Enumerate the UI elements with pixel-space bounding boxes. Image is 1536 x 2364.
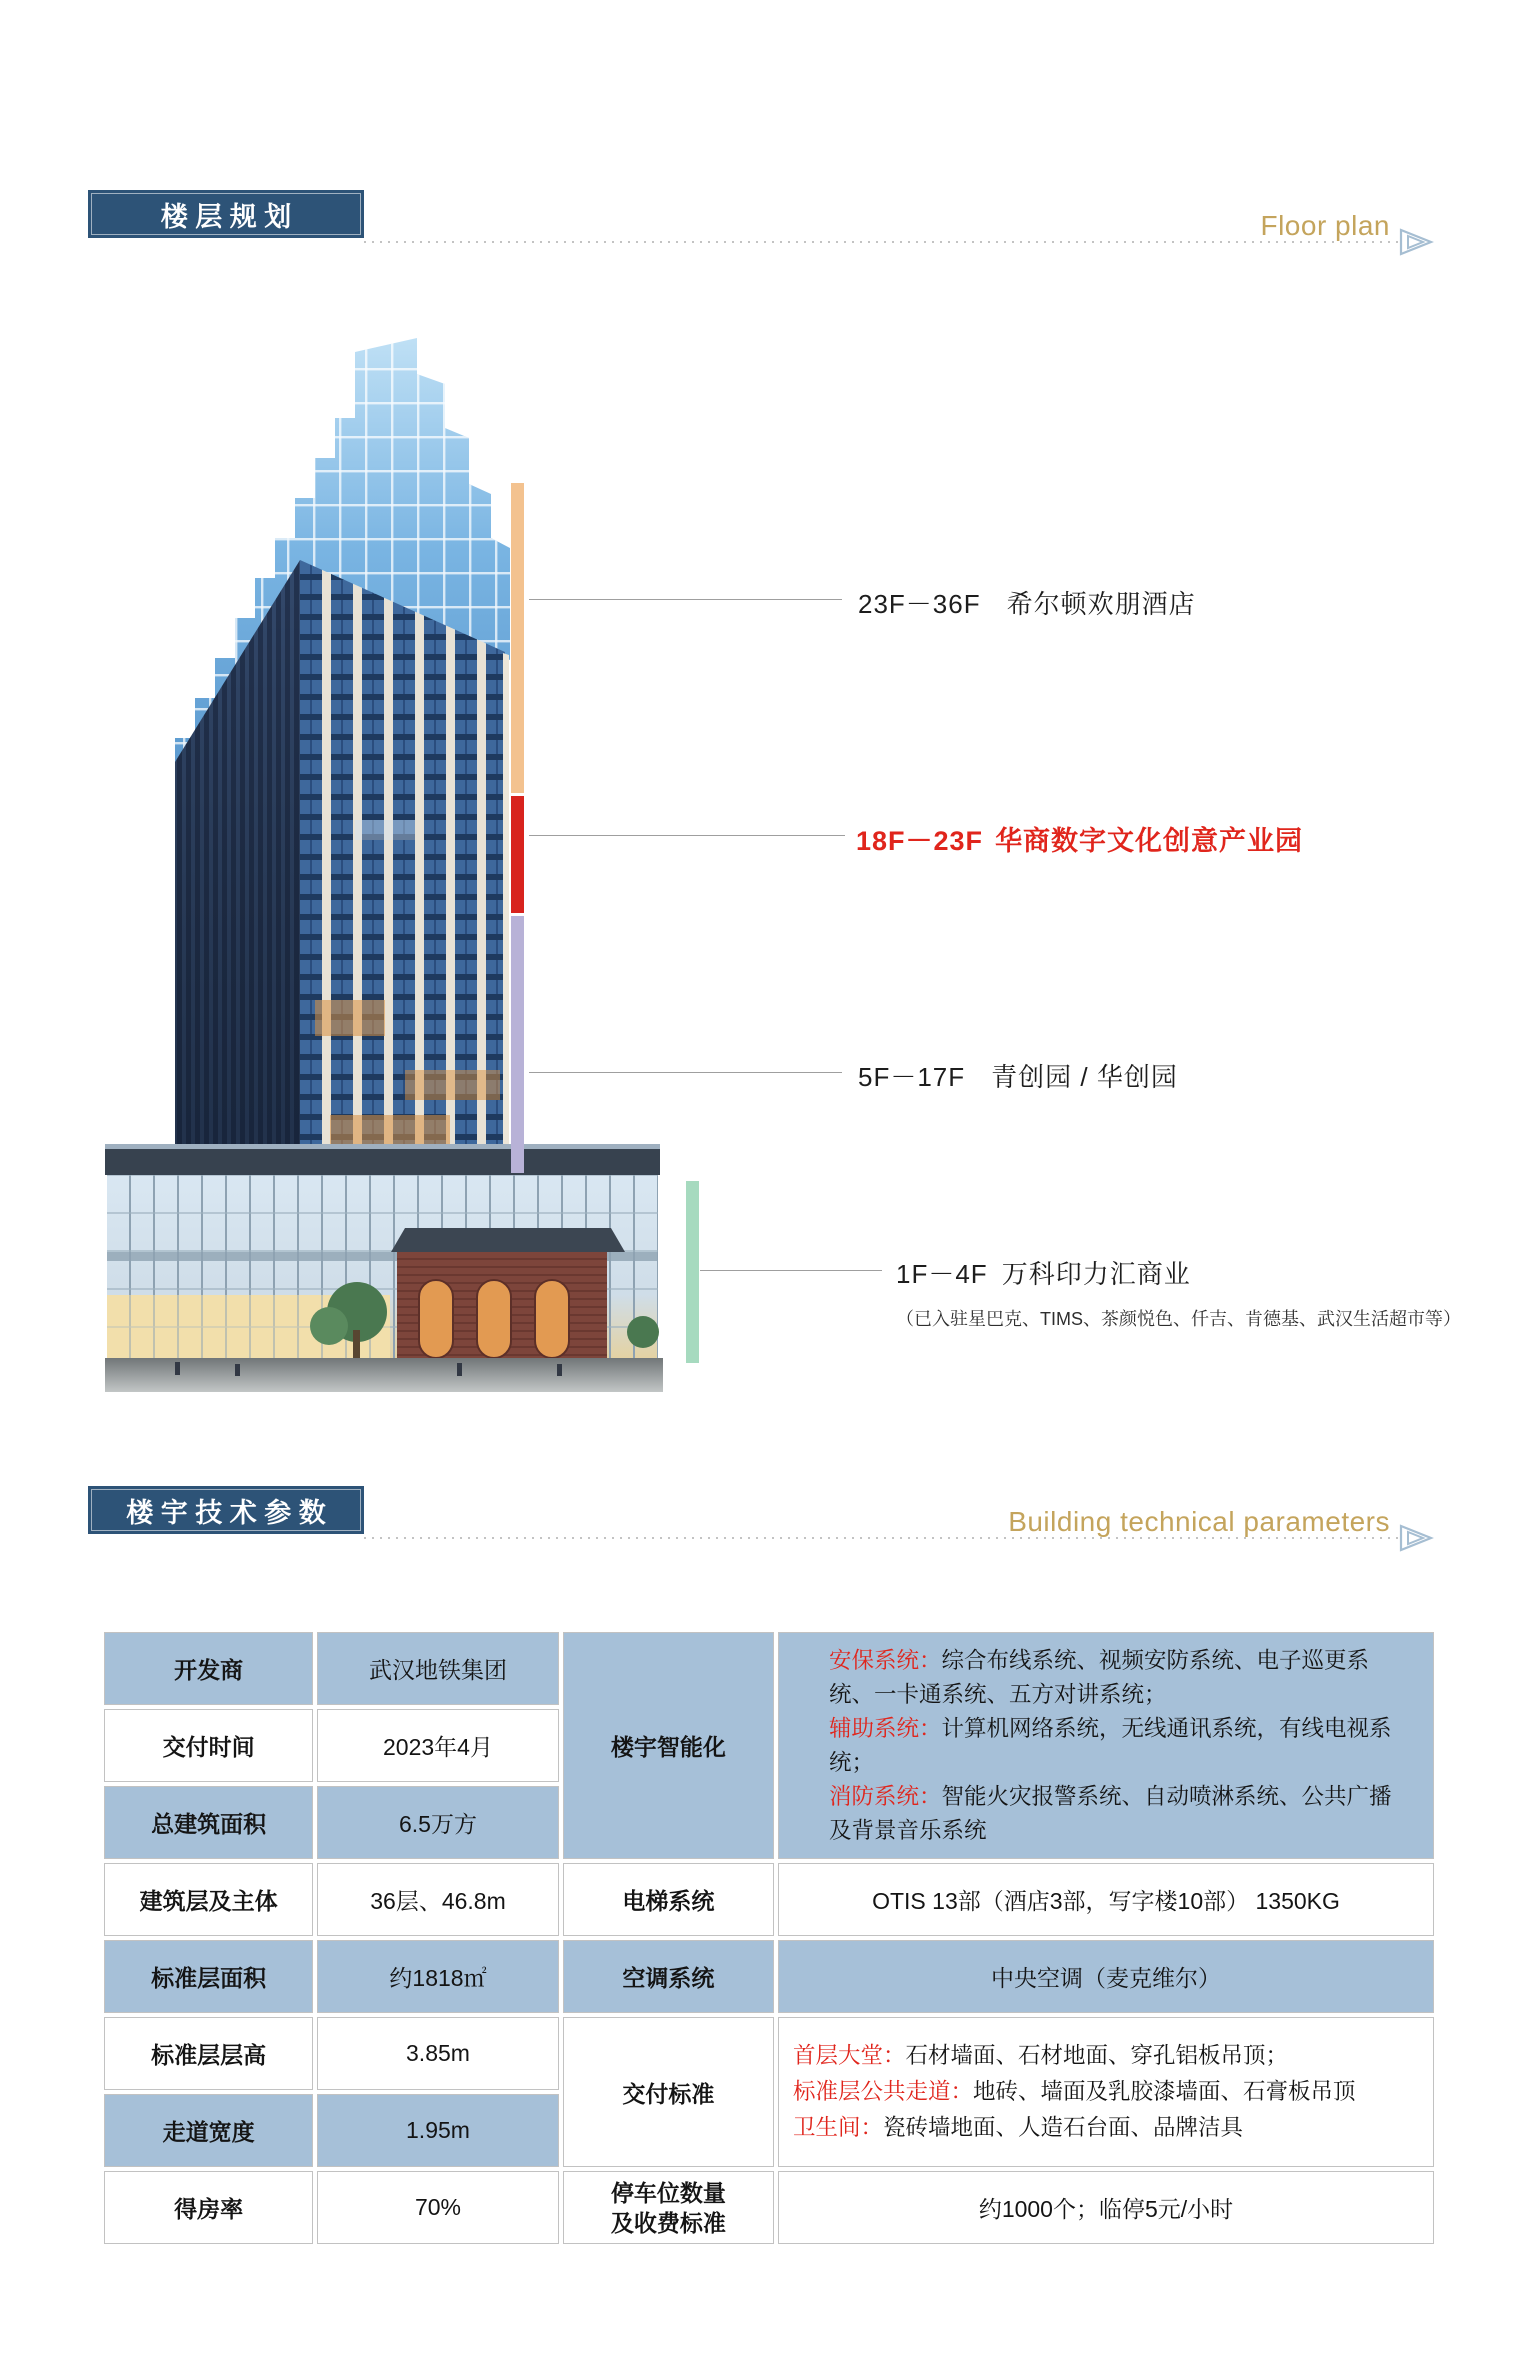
delivery-item-label: 卫生间：: [793, 2115, 884, 2140]
cell-gfa-label: 总建筑面积: [104, 1786, 313, 1859]
floor-plan-title: 楼 层 规 划: [160, 201, 292, 232]
annotation-retail: [896, 1254, 1461, 1331]
cell-elevator-label: 电梯系统: [563, 1863, 774, 1936]
floor-bar-18f-23f: [511, 796, 524, 913]
cell-corridor-width-value: 1.95m: [317, 2094, 558, 2167]
delivery-item-label: 标准层公共走道：: [793, 2079, 974, 2104]
floor-use: 华商数字文化创意产业园: [995, 826, 1304, 856]
cell-delivery-date-label: 交付时间: [104, 1709, 313, 1782]
parameters-title: 楼 宇 技 术 参 数: [126, 1497, 326, 1528]
cell-developer-value: 武汉地铁集团: [317, 1632, 558, 1705]
floor-range: 18F－23F: [856, 826, 984, 856]
cell-floors-label: 建筑层及主体: [104, 1863, 313, 1936]
cell-delivery-date-value: 2023年4月: [317, 1709, 558, 1782]
delivery-item-text: 石材墙面、石材地面、穿孔铝板吊顶；: [905, 2043, 1289, 2068]
cell-parking-label: 停车位数量 及收费标准: [563, 2171, 774, 2244]
delivery-item-text: 瓷砖墙地面、人造石台面、品牌洁具: [883, 2115, 1244, 2140]
smart-item-text: 智能火灾报警系统、自动喷淋系统、公共广播及背景音乐系统: [829, 1783, 1392, 1843]
floor-use: 希尔顿欢朋酒店: [1006, 589, 1196, 619]
building-right-face: [300, 560, 509, 1182]
chevron-right-icon: [1398, 226, 1436, 258]
floor-range: 1F－4F: [896, 1259, 988, 1289]
building-podium: [105, 1144, 663, 1392]
leader-line-hotel: [529, 599, 842, 600]
floor-range: 23F－36F: [858, 589, 981, 619]
delivery-item-text: 地砖、墙面及乳胶漆墙面、石膏板吊顶: [973, 2079, 1356, 2104]
leader-line-retail: [700, 1270, 882, 1271]
annotation-startup-park: [858, 1057, 1178, 1094]
delivery-item-label: 首层大堂：: [793, 2043, 906, 2068]
cell-efficiency-value: 70%: [317, 2171, 558, 2244]
parameters-title-box: [88, 1486, 364, 1534]
cell-delivery-standard-label: 交付标准: [563, 2017, 774, 2167]
cell-corridor-width-label: 走道宽度: [104, 2094, 313, 2167]
smart-item-label: 消防系统：: [829, 1783, 942, 1809]
smart-item-label: 安保系统：: [829, 1647, 942, 1673]
cell-plate-area-label: 标准层面积: [104, 1940, 313, 2013]
floor-use: 万科印力汇商业: [1001, 1259, 1191, 1289]
annotation-industry-park: [856, 819, 1303, 858]
smart-item-text: 综合布线系统、视频安防系统、电子巡更系统、一卡通系统、五方对讲系统；: [829, 1647, 1370, 1707]
smart-item-label: 辅助系统：: [829, 1715, 942, 1741]
cell-delivery-standard-content: [778, 2017, 1434, 2167]
cell-efficiency-label: 得房率: [104, 2171, 313, 2244]
cell-floor-height-label: 标准层层高: [104, 2017, 313, 2090]
floor-bar-23f-36f: [511, 483, 524, 793]
cell-parking-value: 约1000个；临停5元/小时: [778, 2171, 1434, 2244]
retail-tenants-note: （已入驻星巴克、TIMS、茶颜悦色、仟吉、肯德基、武汉生活超市等）: [896, 1309, 1461, 1329]
floor-plan-title-box: [88, 190, 364, 238]
cell-smart-label: 楼宇智能化: [563, 1632, 774, 1859]
cell-plate-area-value: 约1818㎡: [317, 1940, 558, 2013]
cell-smart-content: [778, 1632, 1434, 1859]
annotation-hotel: [858, 584, 1196, 621]
parameters-title-en: Building technical parameters: [1008, 1506, 1390, 1537]
cell-gfa-value: 6.5万方: [317, 1786, 558, 1859]
cell-developer-label: 开发商: [104, 1632, 313, 1705]
cell-floor-height-value: 3.85m: [317, 2017, 558, 2090]
chevron-right-icon: [1398, 1522, 1436, 1554]
floor-plan-title-en: Floor plan: [1260, 210, 1390, 241]
cell-elevator-value: OTIS 13部（酒店3部，写字楼10部） 1350KG: [778, 1863, 1434, 1936]
cell-hvac-label: 空调系统: [563, 1940, 774, 2013]
floor-bar-5f-17f: [511, 916, 524, 1173]
smart-item-text: 计算机网络系统，无线通讯系统，有线电视系统；: [829, 1715, 1392, 1775]
floor-bar-1f-4f: [686, 1181, 699, 1363]
parameters-table: [100, 1628, 1438, 2248]
cell-hvac-value: 中央空调（麦克维尔）: [778, 1940, 1434, 2013]
floor-range: 5F－17F: [858, 1062, 966, 1092]
leader-line-industry-park: [529, 835, 845, 836]
leader-line-startup-park: [529, 1072, 842, 1073]
floor-use: 青创园 / 华创园: [991, 1062, 1178, 1092]
cell-floors-value: 36层、46.8m: [317, 1863, 558, 1936]
building-rendering: [105, 300, 695, 1400]
